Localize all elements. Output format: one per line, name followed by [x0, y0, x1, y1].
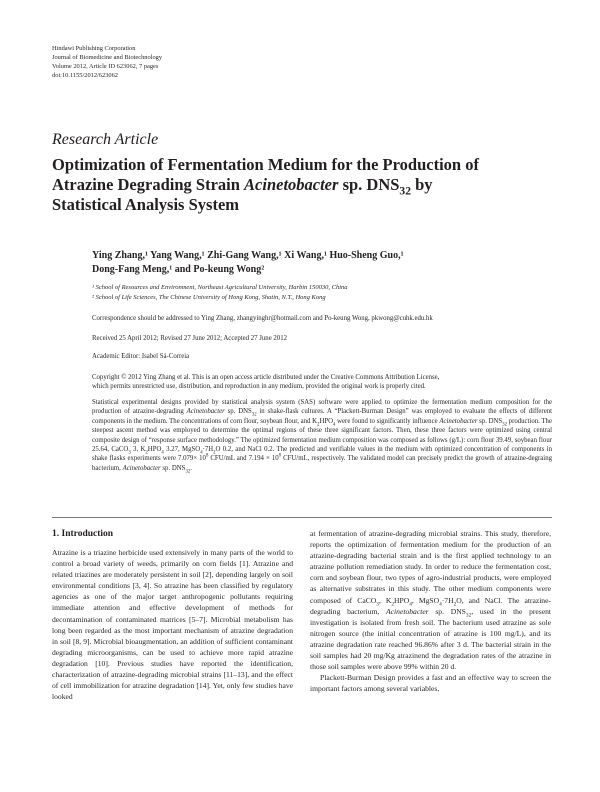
body-text: , used in the present investigation is isolated from fresh soil. The bacterium used atrazine as sole nitrogen source (the initial concentration of atrazine is 100 mg/L), and its atrazine degradation rate reached 96.86% after 3 d. The bacterial strain in the soil samples had 20 mg/Kg atrazinend the degradation rates of the atrazine in those soil samples were above 99% within 20 d. — [310, 606, 551, 672]
academic-editor: Academic Editor: Isabel Sá-Correia — [92, 353, 190, 360]
abstract-text: 3.27, MgSO — [163, 446, 201, 454]
correspondence: Correspondence should be addressed to Ying Zhang, zhangyinghr@hotmail.com and Po-keung Wong, pkwong@cuhk.edu.hk — [92, 315, 433, 322]
body-text: O, and NaCl. The atrazine-degrading bacterium, — [310, 595, 552, 616]
abstract-text: ·7H — [202, 446, 214, 454]
title-text: Atrazine Degrading Strain — [52, 175, 245, 194]
abstract-text: Statistical experimental designs provided by statistical analysis system (SAS) software were applied to optimize the fermentation medium composition for the production of atrazine-degrading — [92, 399, 552, 416]
title-text: by — [410, 175, 433, 194]
volume-info: Volume 2012, Article ID 623062, 7 pages — [52, 63, 159, 70]
body-subscript: 32 — [465, 612, 472, 619]
article-type: Research Article — [52, 131, 159, 148]
abstract-subscript: 4 — [333, 422, 336, 428]
publisher: Hindawi Publishing Corporation — [52, 45, 136, 52]
abstract-text: O 0.2, and NaCl 0.2. The predicted and verifiable values in the medium with optimized concentration of components in shake flasks experiments were 7.079× 10 — [92, 446, 553, 463]
authors-line-1: Ying Zhang,¹ Yang Wang,¹ Zhi-Gang Wang,¹ Xi Wang,¹ Huo-Sheng Guo,¹ — [92, 250, 404, 261]
abstract — [92, 398, 552, 473]
abstract-text: CFU/mL, respectively. The validated model can precisely predict the growth of atrazine-degraing bacterium, — [92, 455, 552, 472]
body-subscript: 4 — [439, 601, 442, 608]
body-text: HPO — [394, 595, 410, 605]
abstract-text: . — [190, 464, 192, 472]
abstract-text: in shake-flask cultures. A “Plackett-Burman Design” was employed to evaluate the effects of different components in the medium. The concentrations of corn flour, soybean flour, and K — [92, 408, 552, 425]
abstract-text: sp. DNS — [160, 464, 186, 472]
abstract-subscript: 4 — [200, 450, 203, 456]
abstract-subscript: 32 — [251, 412, 257, 418]
abstract-text: were found to significantly influence — [335, 417, 440, 425]
abstract-superscript: 8 — [205, 454, 209, 460]
intro-paragraph-3: Plackett-Burman Design provides a fast and an effective way to screen the important factors among several variables, — [310, 673, 551, 694]
abstract-subscript: 32 — [502, 422, 507, 428]
body-genus: Acinetobacter — [386, 606, 429, 616]
title-line-1: Optimization of Fermentation Medium for the Production of — [52, 155, 479, 174]
abstract-subscript: 4 — [161, 450, 164, 456]
introduction-heading: 1. Introduction — [52, 529, 114, 539]
copyright-line-2: which permits unrestricted use, distribution, and reproduction in any medium, provided the original work is properly cited. — [92, 383, 426, 390]
body-text: , K — [378, 595, 392, 605]
abstract-superscript: 8 — [278, 454, 282, 460]
affiliation-2: ² School of Life Sciences, The Chinese University of Hong Kong, Shatin, N.T., Hong Kong — [92, 294, 326, 301]
title-text: sp. DNS — [338, 175, 400, 194]
abstract-subscript: 2 — [145, 450, 148, 456]
abstract-genus: Acinetobacter — [122, 464, 161, 472]
journal-header — [52, 44, 162, 80]
affiliations — [92, 283, 552, 303]
copyright-line-1: Copyright © 2012 Ying Zhang et al. This is an open access article distributed under the Creative Commons Attribution License, — [92, 374, 440, 381]
intro-paragraph-2 — [310, 528, 551, 672]
abstract-subscript: 2 — [213, 450, 216, 456]
abstract-text: HPO — [147, 446, 162, 454]
section-divider — [52, 517, 552, 518]
body-text: at fermentation of atrazine-degrading microbial strains. This study, therefore, reports the optimization of fermentation medium for the production of an atrazine-degrading bacterial strain and is the first applied technology to an atrazine pollution remediation study. In order to reduce the fermentation cost, corn and soybean flour, two types of agro-industrial products, were employed as alternative substrates in this study. The other medium components were composed of CaCO — [310, 529, 551, 605]
body-subscript: 2 — [391, 601, 395, 608]
abstract-subscript: 32 — [185, 469, 191, 475]
journal-name: Journal of Biomedicine and Biotechnology — [52, 54, 163, 61]
body-text: sp. DNS — [428, 606, 466, 616]
publication-dates: Received 25 April 2012; Revised 27 June 2012; Accepted 27 June 2012 — [92, 335, 287, 342]
abstract-genus: Acinetobacter — [439, 417, 478, 425]
abstract-subscript: 3 — [128, 450, 131, 456]
abstract-subscript: 2 — [317, 422, 320, 428]
abstract-genus: Acinetobacter — [186, 408, 225, 416]
body-subscript: 3 — [376, 601, 379, 608]
right-column — [310, 528, 551, 694]
doi: doi:10.1155/2012/623062 — [52, 72, 118, 79]
left-column — [52, 528, 293, 702]
abstract-text: HPO — [319, 417, 334, 425]
title-genus: Acinetobacter — [244, 175, 339, 194]
title-line-3: Statistical Analysis System — [52, 195, 240, 214]
abstract-text: CFU/mL and 7.194 × 10 — [208, 455, 279, 463]
abstract-text: sp. DNS — [224, 408, 252, 416]
authors-line-2: Dong-Fang Meng,¹ and Po-keung Wong² — [92, 264, 265, 275]
paper-title — [52, 155, 552, 215]
copyright — [92, 373, 552, 391]
body-subscript: 4 — [409, 601, 412, 608]
body-text: ·7H — [441, 595, 454, 605]
title-subscript: 32 — [399, 185, 411, 198]
intro-paragraph-1: Atrazine is a triazine herbicide used extensively in many parts of the world to control a broad variety of weeds, primarily on corn fields [1]. Atrazine and related triazines are moderately persistent in soil [2], depending largely on soil environmental conditions [3, 4]. So atrazine has been classified by regulatory agencies as one of the major target anthropogenic pollutants requiring immediate attention and effective development of methods for decontamination of contaminated matrices [5–7]. Microbial metabolism has long been regarded as the most important mechanism of atrazine degradation in soil [8, 9]. Microbial bioaugmentation, an addition of sufficient contaminant degrading microorganisms, can be used to achieve more rapid atrazine degradation [10]. Previous studies have reported the identification, characterization of atrazine-degrading microbial strains [11–13], and the effect of cell immobilization for atrazine degradation [14]. Yet, only few studies have looked — [52, 548, 293, 702]
affiliation-1: ¹ School of Resources and Environment, Northeast Agricultural University, Harbin 150030, China — [92, 284, 348, 291]
author-list — [92, 249, 552, 277]
abstract-text: 3, K — [130, 446, 146, 454]
abstract-text: sp. DNS — [477, 417, 503, 425]
body-text: , MgSO — [411, 595, 440, 605]
title-line-2 — [52, 175, 552, 198]
abstract-text: production. The steepest ascent method was employed to determine the optimal regions of these three significant factors. Then, these three factors were optimized using central composite design of “response surface methodology.” The optimized fermentation medium composition was composed as follows (g/L): corn flour 39.49, soybean flour 25.64, CaCO — [92, 417, 552, 454]
body-subscript: 2 — [453, 601, 457, 608]
